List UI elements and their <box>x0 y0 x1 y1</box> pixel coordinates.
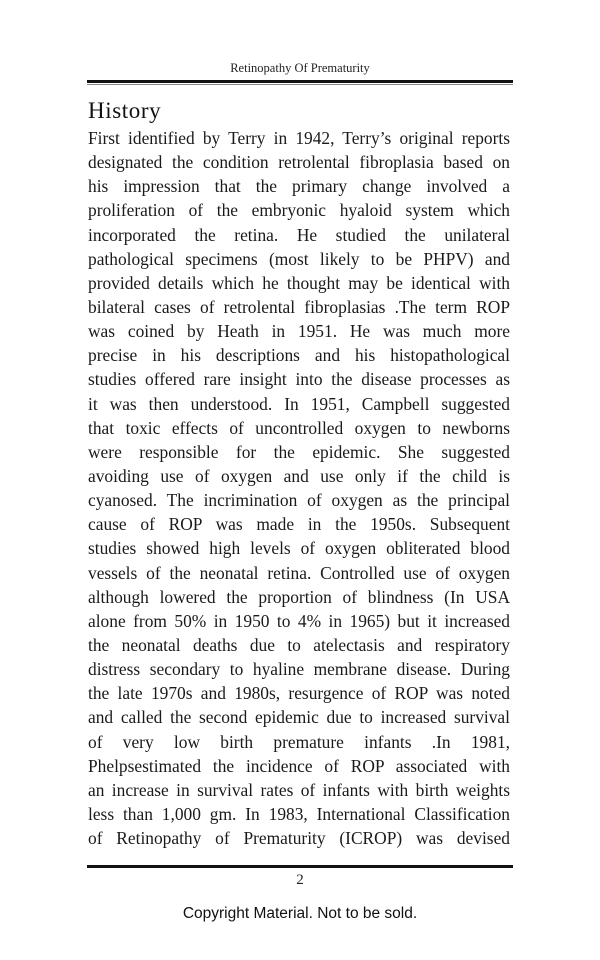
body-text-line: First identified by Terry in 1942, Terry’s original reports <box>88 128 510 148</box>
body-text-line: and called the second epidemic due to increased survival <box>88 707 510 728</box>
body-text-line: it was then understood. In 1951, Campbell suggested <box>88 393 510 414</box>
body-text-line: pathological specimens (most likely to be PHPV) and <box>88 248 510 269</box>
body-text-line: cause of ROP was made in the 1950s. Subsequent <box>88 514 510 535</box>
body-text-line: precise in his descriptions and his histopathological <box>88 345 510 366</box>
body-text-line: provided details which he thought may be identical with <box>88 272 510 293</box>
header-rule-thin <box>87 84 513 86</box>
body-text-line: an increase in survival rates of infants with birth weights <box>88 779 510 800</box>
body-text-line: of very low birth premature infants .In 1981, <box>88 731 510 752</box>
body-text-line: his impression that the primary change involved a <box>88 176 510 197</box>
body-text-line: the neonatal deaths due to atelectasis and respiratory <box>88 634 510 655</box>
body-text-line: vessels of the neonatal retina. Controlled use of oxygen <box>88 562 510 583</box>
body-text-line: although lowered the proportion of blindness (In USA <box>88 586 510 607</box>
body-text-line: the late 1970s and 1980s, resurgence of ROP was noted <box>88 683 510 704</box>
running-head: Retinopathy Of Prematurity <box>230 61 370 75</box>
body-text-line: Phelpsestimated the incidence of ROP associated with <box>88 755 510 776</box>
body-text-line: incorporated the retina. He studied the unilateral <box>88 224 510 245</box>
body-text-line: that toxic effects of uncontrolled oxygen to newborns <box>88 417 510 438</box>
footer-rule <box>87 865 513 868</box>
body-text-line: of Retinopathy of Prematurity (ICROP) was devised <box>88 828 510 849</box>
section-heading: History <box>88 98 162 123</box>
body-text-line: was coined by Heath in 1951. He was much more <box>88 321 510 342</box>
body-text <box>88 126 510 850</box>
body-text-line: studies offered rare insight into the disease processes as <box>88 369 510 390</box>
body-text-line: cyanosed. The incrimination of oxygen as the principal <box>88 490 510 511</box>
body-text-line: were responsible for the epidemic. She suggested <box>88 441 510 462</box>
body-text-line: bilateral cases of retrolental fibroplasias .The term ROP <box>88 296 510 317</box>
body-text-line: avoiding use of oxygen and use only if the child is <box>88 465 510 486</box>
page-number: 2 <box>296 872 304 888</box>
body-text-line: designated the condition retrolental fibroplasia based on <box>88 152 510 173</box>
copyright-notice: Copyright Material. Not to be sold. <box>182 905 418 922</box>
body-text-line: distress secondary to hyaline membrane disease. During <box>88 659 510 680</box>
body-text-line: less than 1,000 gm. In 1983, International Classification <box>88 803 510 824</box>
body-text-line: proliferation of the embryonic hyaloid system which <box>88 200 510 221</box>
body-text-line: studies showed high levels of oxygen obliterated blood <box>88 538 510 559</box>
body-text-line: alone from 50% in 1950 to 4% in 1965) but it increased <box>88 610 510 631</box>
